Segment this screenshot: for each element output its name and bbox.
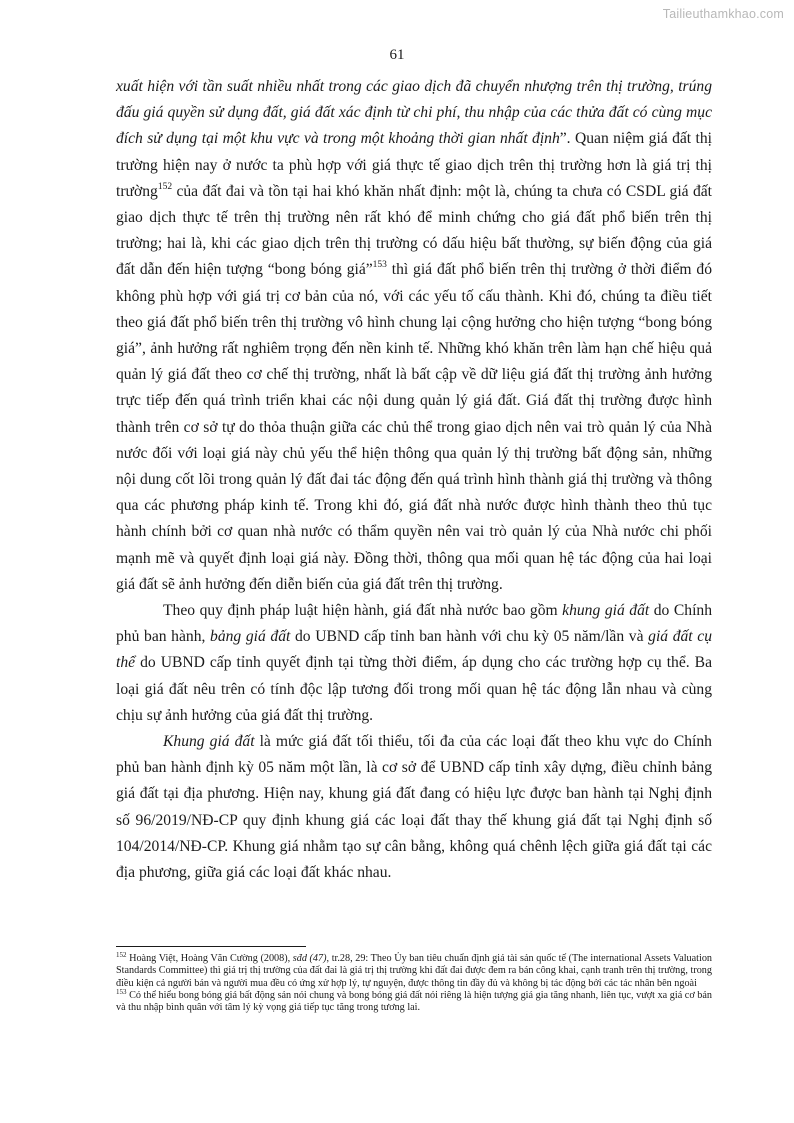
paragraph-1 [116, 74, 712, 598]
paragraph-text: Theo quy định pháp luật hiện hành, giá đất nhà nước bao gồm [163, 602, 563, 620]
paragraph-2 [116, 598, 712, 729]
paragraph-text: do UBND cấp tỉnh quyết định tại từng thời điểm, áp dụng cho các trường hợp cụ thể. Ba loại giá đất nêu trên có tính độc lập tương đối trong mối quan hệ tác động lẫn nhau và cùng chịu sự ảnh hưởng của giá đất thị trường. [116, 654, 712, 724]
footnote-152 [116, 953, 712, 990]
paragraph-text: của đất đai và tồn tại hai khó khăn nhất định: một là, chúng ta chưa có CSDL giá đất giao dịch thực tế trên thị trường nên rất khó để minh chứng cho giá đất phổ biến trên thị trường; hai là, khi các giao dịch trên thị trường có dấu hiệu bất thường, sự biến động của giá đất dẫn đến hiện tượng “bong bóng giá” [116, 182, 712, 279]
footnote-ref-152[interactable]: 152 [157, 181, 173, 192]
footnote-text: Có thể hiểu bong bóng giá bất động sản nói chung và bong bóng giá đất nói riêng là hiện tượng giá gia tăng nhanh, liên tục, vượt xa giá cơ bản và thu nhập bình quân với tâm lý kỳ vọng giá tiếp tục tăng trong tương lai. [116, 989, 712, 1014]
paragraph-3 [116, 729, 712, 886]
footnote-text: , tr.28, 29: Theo Ủy ban tiêu chuẩn định giá tài sản quốc tế (The international Assets Valuation Standards Committee) thì giá trị thị trường của đất đai là giá trị thị trường khi đất đai được đem ra bán công khai, cạnh tranh trên thị trường, trong điều kiện cả người bán và người mua đều có ứng xử hợp lý, tự nguyện, được thông tin đầy đủ và không bị tác động bởi các tác nhân bên ngoài [116, 953, 713, 989]
paragraph-text: là mức giá đất tối thiểu, tối đa của các loại đất theo khu vực do Chính phủ ban hành định kỳ 05 năm một lần, là cơ sở để UBND cấp tỉnh xây dựng, điều chỉnh bảng giá đất tại địa phương. Hiện nay, khung giá đất đang có hiệu lực được ban hành tại Nghị định số 96/2019/NĐ-CP quy định khung giá các loại đất thay thế khung giá đất tại Nghị định số 104/2014/NĐ-CP. Khung giá nhằm tạo sự cân bằng, không quá chênh lệch giữa giá đất tại các địa phương, giữa giá các loại đất khác nhau. [116, 733, 712, 882]
paragraph-text: do Chính phủ ban hành, [116, 602, 713, 646]
paragraph-text: ”. Quan niệm giá đất thị trường hiện nay ở nước ta phù hợp với giá thực tế giao dịch trên thị trường hơn là giá trị thị trường [116, 130, 712, 200]
watermark-text: Tailieuthamkhao.com [662, 7, 784, 21]
footnotes [116, 953, 712, 1014]
paragraph-text: do UBND cấp tỉnh ban hành với chu kỳ 05 năm/lần và [290, 628, 649, 646]
footnote-text: Hoàng Việt, Hoàng Văn Cường (2008), [126, 953, 293, 964]
term-khung-gia-dat: Khung giá đất [163, 733, 255, 751]
footnote-number: 152 [116, 951, 127, 959]
footnote-153 [116, 987, 712, 1015]
body-text [116, 74, 712, 886]
footnote-separator [116, 946, 306, 947]
term-gia-dat-cu-the: giá đất cụ thể [116, 628, 712, 672]
term-khung-gia-dat: khung giá đất [562, 602, 650, 620]
term-bang-gia-dat: bảng giá đất [210, 628, 291, 646]
footnote-ref-153[interactable]: 153 [372, 260, 387, 271]
footnote-citation: sđd (47) [292, 953, 327, 964]
paragraph-text: thì giá đất phổ biến trên thị trường ở thời điểm đó không phù hợp với giá trị cơ bản của nó, với các yếu tố cấu thành. Khi đó, chúng ta điều tiết theo giá đất phổ biến trên thị trường vô hình chung lại cộng hưởng cho hiện tượng “bong bóng giá”, ảnh hưởng rất nghiêm trọng đến nền kinh tế. Những khó khăn trên làm hạn chế hiệu quả quản lý giá đất theo cơ chế thị trường, nhất là bất cập về dữ liệu giá đất thị trường ảnh hưởng trực tiếp đến quá trình triển khai các nội dung quản lý giá đất. Giá đất thị trường được hình thành trên cơ sở tự do thỏa thuận giữa các chủ thể trong giao dịch nên vai trò quản lý của Nhà nước đối với loại giá này chủ yếu thể hiện thông qua quản lý thị trường bất động sản, những nội dung cốt lõi trong quản lý đất đai tác động đến quá trình hình thành giá thị trường và thông qua các phương pháp kinh tế. Trong khi đó, giá đất nhà nước được hình thành theo thủ tục hành chính bởi cơ quan nhà nước có thẩm quyền nên vai trò quản lý của Nhà nước chi phối mạnh mẽ và quyết định loại giá này. Đồng thời, thông qua mối quan hệ tác động của hai loại giá đất sẽ ảnh hưởng đến diễn biến của giá đất trên thị trường. [116, 261, 712, 593]
footnote-number: 153 [116, 987, 127, 996]
page-number: 61 [389, 47, 405, 63]
quote-definition: xuất hiện với tần suất nhiều nhất trong các giao dịch đã chuyển nhượng trên thị trường, trúng đấu giá quyền sử dụng đất, giá đất xác định từ chi phí, thu nhập của các thửa đất có cùng mục đích sử dụng tại một khu vực và trong một khoảng thời gian nhất định [116, 78, 712, 148]
